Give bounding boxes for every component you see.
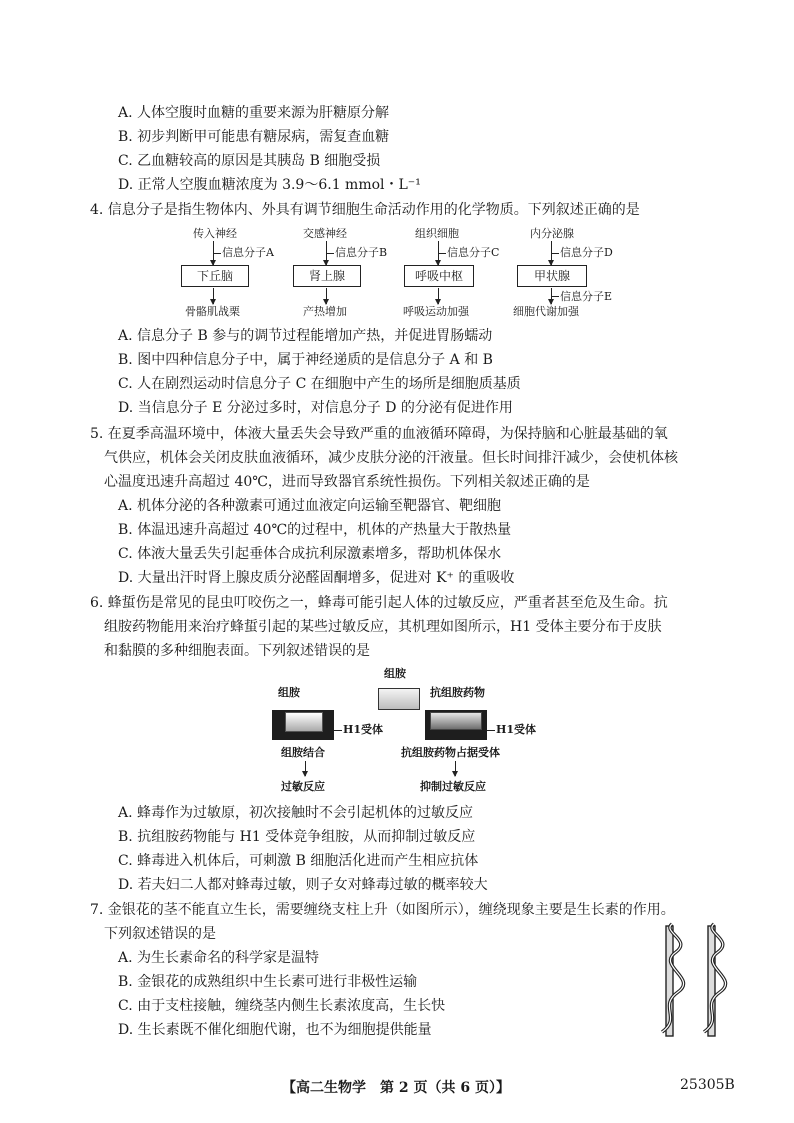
q4-arrow-down-icon bbox=[326, 288, 327, 304]
q3-option-a: A. 人体空腹时血糖的重要来源为肝糖原分解 bbox=[118, 105, 390, 121]
q3-option-c: C. 乙血糖较高的原因是其胰岛 B 细胞受损 bbox=[118, 153, 381, 169]
q6-arrow-down-icon bbox=[305, 761, 306, 776]
q6-right-drug-shape bbox=[430, 712, 482, 730]
q6-right-label: 抗组胺药物 bbox=[430, 686, 485, 699]
q4-option-c: C. 人在剧烈运动时信息分子 C 在细胞中产生的场所是细胞质基质 bbox=[118, 376, 521, 392]
q4-signal-2: 信息分子B bbox=[335, 246, 388, 259]
q6-top-label: 组胺 bbox=[384, 667, 406, 680]
q4-option-a: A. 信息分子 B 参与的调节过程能增加产热，并促进胃肠蠕动 bbox=[118, 328, 493, 344]
q6-right-result-2: 抑制过敏反应 bbox=[420, 780, 486, 793]
q5-option-d: D. 大量出汗时肾上腺皮质分泌醛固酮增多，促进对 K⁺ 的重吸收 bbox=[118, 570, 515, 586]
q5-option-a: A. 机体分泌的各种激素可通过血液定向运输至靶器官、靶细胞 bbox=[118, 498, 502, 514]
q6-histamine-shape bbox=[378, 688, 420, 710]
q4-target-2: 肾上腺 bbox=[293, 265, 361, 287]
q5-stem-line-3: 心温度迅速升高超过 40℃，进而导致器官系统性损伤。下列相关叙述正确的是 bbox=[104, 474, 590, 490]
q6-right-result-1: 抗组胺药物占据受体 bbox=[401, 746, 500, 759]
q4-target-1: 下丘脑 bbox=[181, 265, 249, 287]
q4-output-4: 细胞代谢加强 bbox=[513, 305, 579, 318]
q6-stem-line-3: 和黏膜的多种细胞表面。下列叙述错误的是 bbox=[104, 643, 370, 659]
q4-input-3: 组织细胞 bbox=[415, 227, 459, 240]
q6-receptor-right: H1受体 bbox=[496, 723, 537, 736]
q7-option-d: D. 生长素既不催化细胞代谢，也不为细胞提供能量 bbox=[118, 1022, 432, 1038]
q4-input-1: 传入神经 bbox=[193, 227, 237, 240]
q5-option-b: B. 体温迅速升高超过 40℃的过程中，机体的产热量大于散热量 bbox=[118, 522, 512, 538]
q6-option-b: B. 抗组胺药物能与 H1 受体竞争组胺，从而抑制过敏反应 bbox=[118, 829, 476, 845]
q3-option-d: D. 正常人空腹血糖浓度为 3.9～6.1 mmol・L⁻¹ bbox=[118, 177, 421, 193]
q7-stem-line-1: 7. 金银花的茎不能直立生长，需要缠绕支柱上升（如图所示），缠绕现象主要是生长素的作用。 bbox=[90, 902, 675, 918]
q4-target-4: 甲状腺 bbox=[517, 265, 587, 287]
page-footer-title: 【高二生物学 第 2 页（共 6 页）】 bbox=[282, 1080, 510, 1096]
q4-option-b: B. 图中四种信息分子中，属于神经递质的是信息分子 A 和 B bbox=[118, 352, 493, 368]
twining-stem-illustration bbox=[658, 922, 736, 1040]
q6-left-bound-shape bbox=[285, 712, 323, 732]
q4-signal-1: 信息分子A bbox=[222, 246, 274, 259]
q3-option-b: B. 初步判断甲可能患有糖尿病，需复查血糖 bbox=[118, 129, 390, 145]
q7-option-a: A. 为生长素命名的科学家是温特 bbox=[118, 950, 320, 966]
q4-arrow-down-icon bbox=[213, 288, 214, 304]
q4-input-4: 内分泌腺 bbox=[530, 227, 574, 240]
q6-option-a: A. 蜂毒作为过敏原，初次接触时不会引起机体的过敏反应 bbox=[118, 805, 474, 821]
q7-option-b: B. 金银花的成熟组织中生长素可进行非极性运输 bbox=[118, 974, 418, 990]
q7-option-c: C. 由于支柱接触，缠绕茎内侧生长素浓度高，生长快 bbox=[118, 998, 446, 1014]
q6-stem-line-2: 组胺药物能用来治疗蜂蜇引起的某些过敏反应，其机理如图所示，H1 受体主要分布于皮肤 bbox=[104, 619, 662, 635]
q4-output-1: 骨骼肌战栗 bbox=[185, 305, 240, 318]
q6-stem-line-1: 6. 蜂蜇伤是常见的昆虫叮咬伤之一，蜂毒可能引起人体的过敏反应，严重者甚至危及生命。抗 bbox=[90, 595, 668, 611]
q4-signal-3: 信息分子C bbox=[447, 246, 500, 259]
q6-left-result-1: 组胺结合 bbox=[281, 746, 325, 759]
q6-receptor-left: H1受体 bbox=[343, 723, 384, 736]
q7-stem-line-2: 下列叙述错误的是 bbox=[104, 926, 216, 942]
q4-stem: 4. 信息分子是指生物体内、外具有调节细胞生命活动作用的化学物质。下列叙述正确的是 bbox=[90, 202, 640, 218]
q4-input-2: 交感神经 bbox=[303, 227, 347, 240]
q5-stem-line-1: 5. 在夏季高温环境中，体液大量丢失会导致严重的血液循环障碍，为保持脑和心脏最基础的氧 bbox=[90, 426, 668, 442]
q6-option-c: C. 蜂毒进入机体后，可刺激 B 细胞活化进而产生相应抗体 bbox=[118, 853, 479, 869]
q4-signal-4: 信息分子D bbox=[560, 246, 613, 259]
q6-arrow-down-icon bbox=[455, 761, 456, 776]
q4-target-3: 呼吸中枢 bbox=[404, 265, 474, 287]
q6-left-result-2: 过敏反应 bbox=[281, 780, 325, 793]
q5-option-c: C. 体液大量丢失引起垂体合成抗利尿激素增多，帮助机体保水 bbox=[118, 546, 502, 562]
q4-output-3: 呼吸运动加强 bbox=[403, 305, 469, 318]
q4-option-d: D. 当信息分子 E 分泌过多时，对信息分子 D 的分泌有促进作用 bbox=[118, 400, 513, 416]
q4-arrow-down-icon bbox=[438, 288, 439, 304]
q6-left-label: 组胺 bbox=[278, 686, 300, 699]
exam-code: 25305B bbox=[680, 1077, 735, 1093]
q4-signal-e: 信息分子E bbox=[560, 290, 613, 303]
q4-output-2: 产热增加 bbox=[303, 305, 347, 318]
q5-stem-line-2: 气供应，机体会关闭皮肤血液循环，减少皮肤分泌的汗液量。但长时间排汗减少，会使机体核 bbox=[104, 450, 678, 466]
q6-option-d: D. 若夫妇二人都对蜂毒过敏，则子女对蜂毒过敏的概率较大 bbox=[118, 877, 488, 893]
